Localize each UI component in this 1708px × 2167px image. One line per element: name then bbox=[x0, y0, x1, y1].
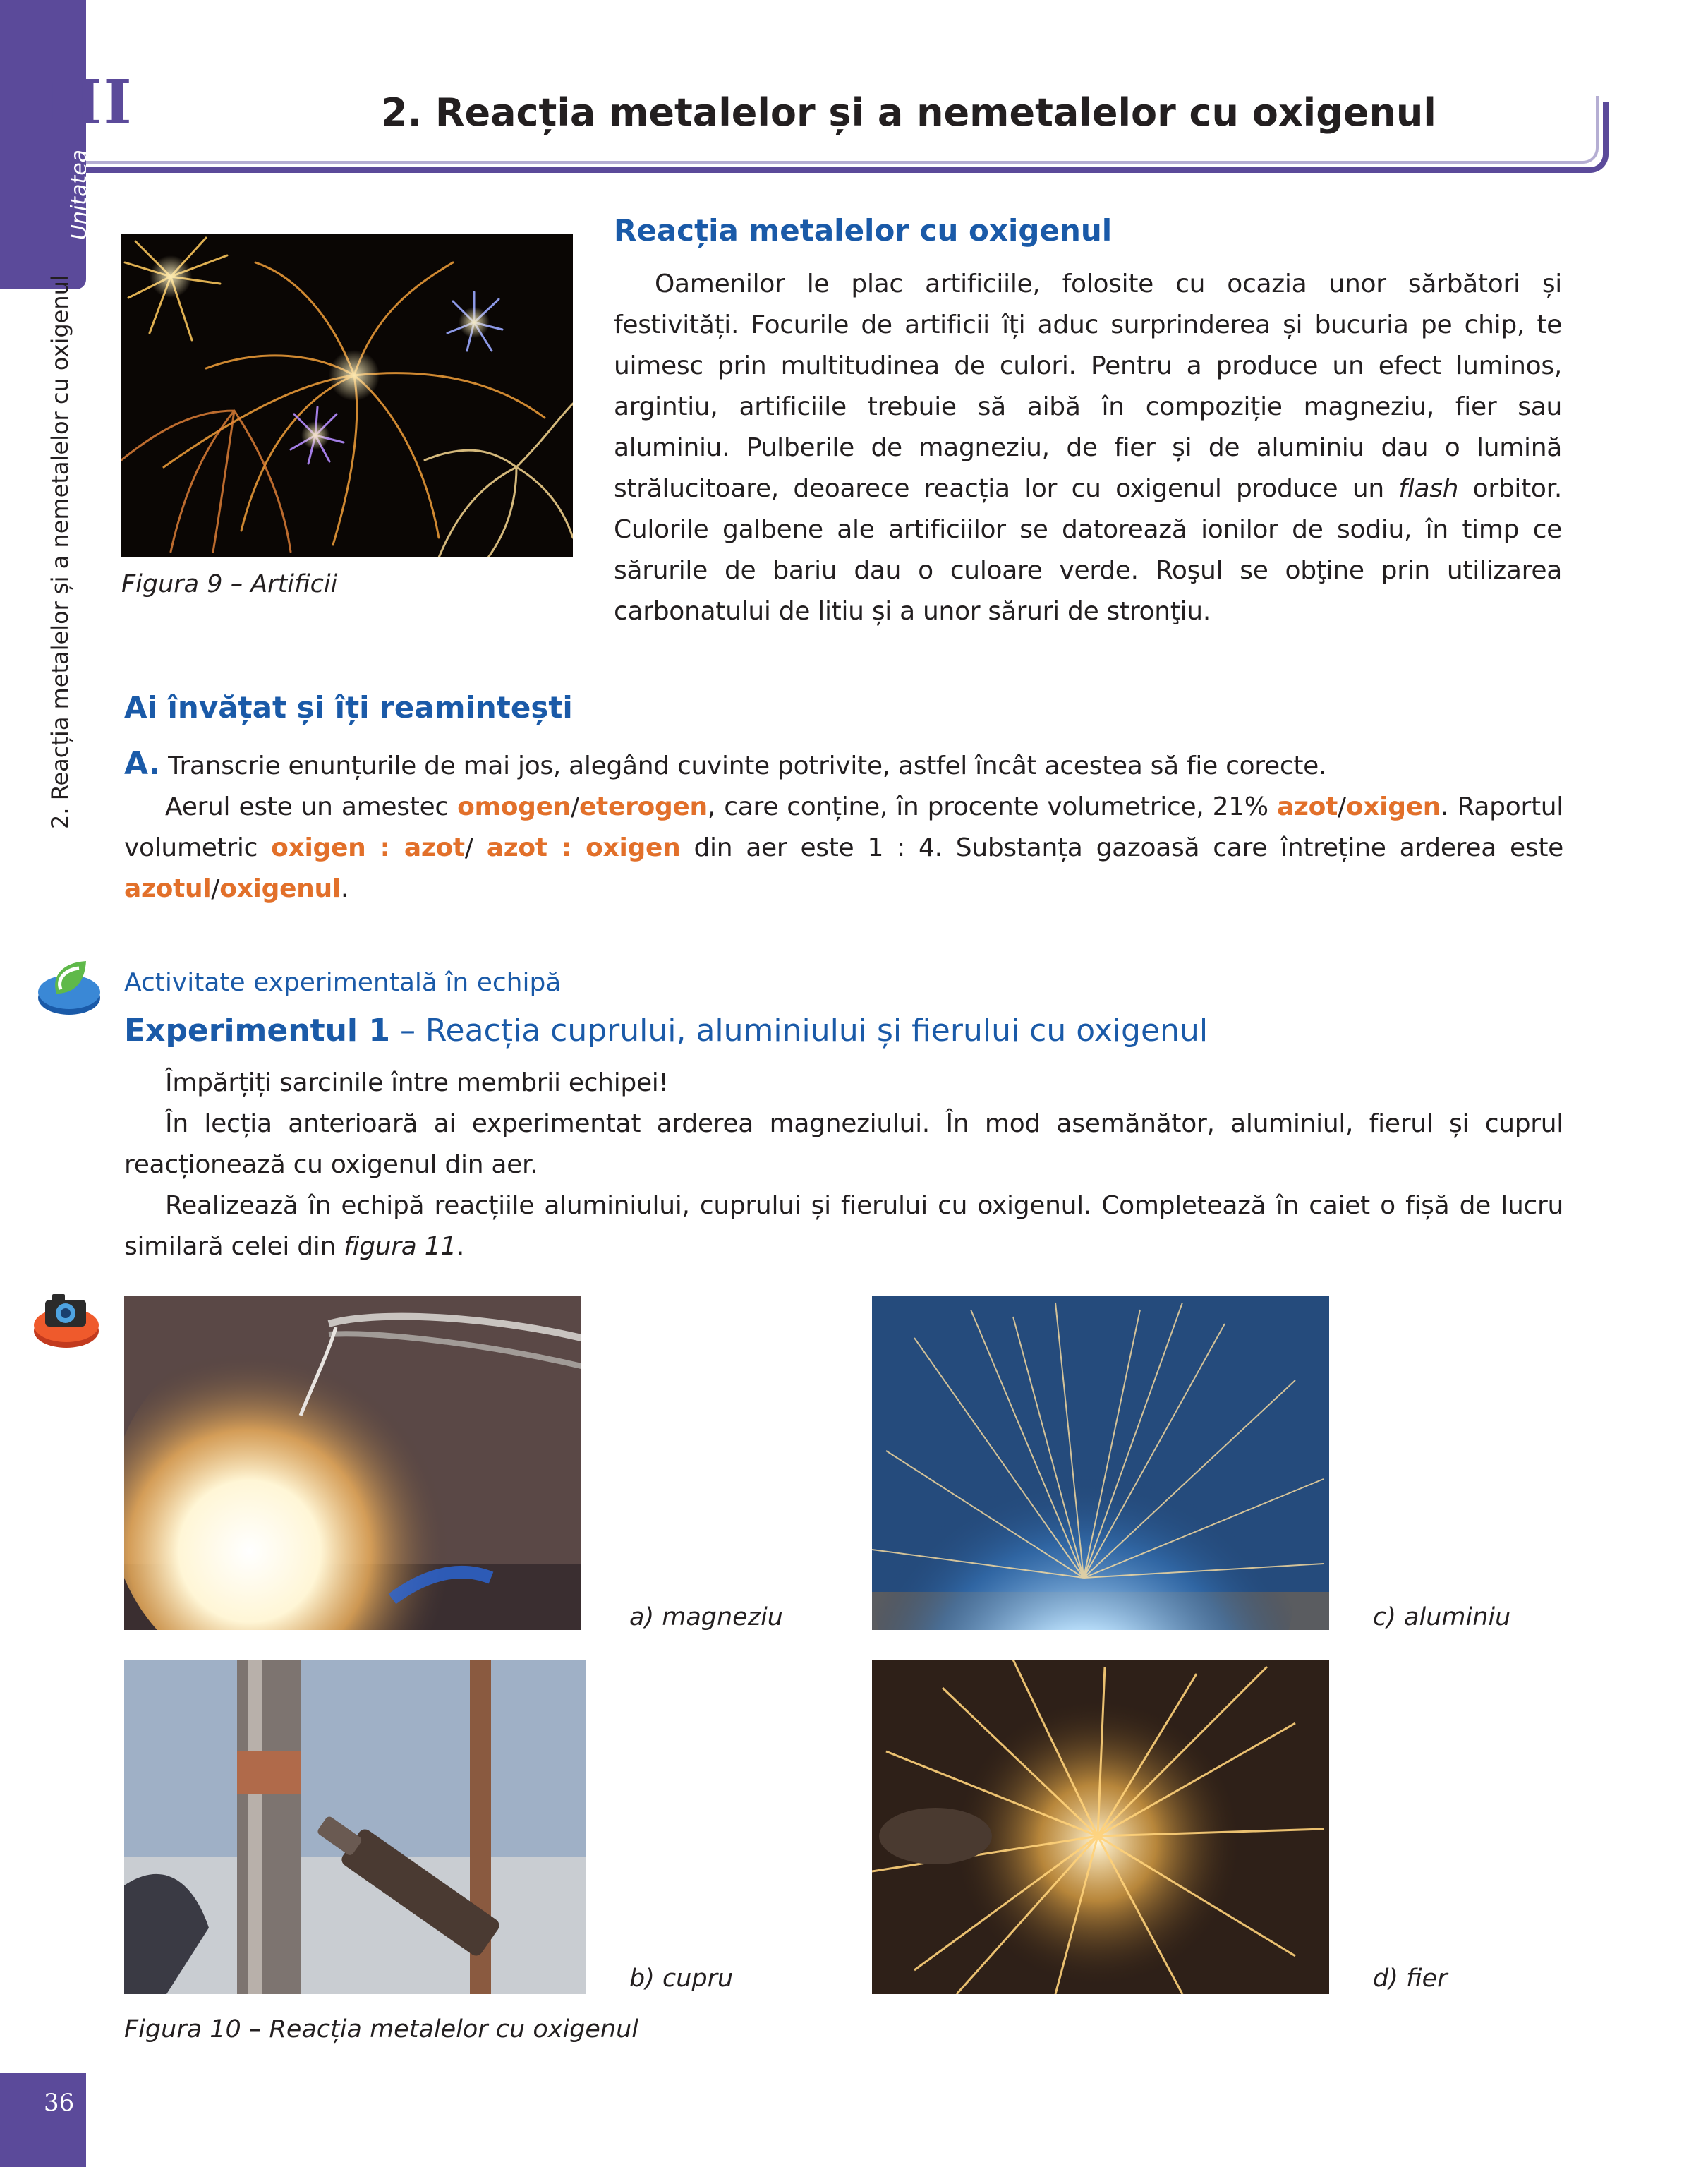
exercise-text: din aer este 1 : 4. Substanța gazoasă care întreține arderea este bbox=[680, 833, 1564, 862]
exercise-a bbox=[124, 744, 1563, 910]
exercise-instruction: Transcrie enunțurile de mai jos, alegând cuvinte potrivite, astfel încât acestea să fie corecte. bbox=[159, 751, 1327, 780]
option-azot: azot bbox=[1276, 792, 1338, 821]
option-oxigenul: oxigenul bbox=[219, 874, 341, 903]
unit-side-tab bbox=[0, 0, 86, 289]
experiment-number: Experimentul 1 bbox=[124, 1013, 390, 1049]
activity-label: Activitate experimentală în echipă bbox=[124, 968, 562, 997]
experiment-title bbox=[124, 1013, 1208, 1049]
side-lesson-title: 2. Reacția metalelor și a nemetalelor cu oxigenul bbox=[47, 274, 73, 829]
separator: / bbox=[571, 792, 579, 821]
page-title: 2. Reacția metalelor și a nemetalelor cu oxigenul bbox=[381, 90, 1436, 135]
separator: / bbox=[464, 833, 487, 862]
section-heading-metal-oxygen: Reacția metalelor cu oxigenul bbox=[614, 213, 1113, 248]
section-heading-recall: Ai învățat și îți reamintești bbox=[124, 690, 573, 725]
caption-magnesium: a) magneziu bbox=[629, 1603, 783, 1631]
iron-photo bbox=[872, 1660, 1329, 1994]
fireworks-paragraph bbox=[614, 264, 1562, 632]
page-number: 36 bbox=[44, 2089, 75, 2117]
fireworks-photo bbox=[121, 234, 573, 557]
magnesium-photo bbox=[124, 1296, 581, 1630]
exercise-letter: A. bbox=[124, 746, 160, 782]
experiment-p2: În lecția anterioară ai experimentat arderea magneziului. În mod asemănător, aluminiul, fierul și cuprul reacționează cu oxigenul din aer. bbox=[124, 1109, 1563, 1179]
caption-copper: b) cupru bbox=[629, 1964, 734, 1993]
camera-icon bbox=[31, 1286, 102, 1351]
exercise-text: . bbox=[340, 874, 349, 903]
exercise-text: . Raportul volumetric bbox=[124, 792, 1563, 862]
separator: / bbox=[1337, 792, 1346, 821]
unit-number: III bbox=[44, 67, 133, 138]
option-azot-oxigen: azot : oxigen bbox=[486, 833, 681, 862]
option-oxigen: oxigen bbox=[1345, 792, 1441, 821]
separator: / bbox=[211, 874, 220, 903]
exercise-text: Aerul este un amestec bbox=[165, 792, 458, 821]
figure-10-caption: Figura 10 – Reacția metalelor cu oxigenul bbox=[124, 2015, 639, 2044]
fireworks-text-2: orbitor. Culorile galbene ale artificiilor se datorează ionilor de sodiu, în timp ce sărurile de bariu dau o culoare verde. Roşul se obţine prin utilizarea carbonatului de litiu și a unor săruri de stronţiu. bbox=[614, 474, 1562, 626]
experiment-p3: Realizează în echipă reacțiile aluminiului, cuprului și fierului cu oxigenul. Completează în caiet o fișă de lucru similară celei din bbox=[124, 1191, 1563, 1261]
option-oxigen-azot: oxigen : azot bbox=[271, 833, 465, 862]
experiment-p3-end: . bbox=[456, 1232, 465, 1261]
unit-label: Unitatea bbox=[67, 149, 92, 240]
experiment-instructions bbox=[124, 1063, 1563, 1267]
figure-11-ref: figura 11 bbox=[344, 1232, 456, 1261]
copper-photo bbox=[124, 1660, 586, 1994]
experiment-name: – Reacția cuprului, aluminiului și fierului cu oxigenul bbox=[389, 1013, 1209, 1049]
exercise-text: , care conține, în procente volumetrice, 21% bbox=[707, 792, 1277, 821]
activity-leaf-icon bbox=[35, 954, 103, 1019]
page-number-tab bbox=[0, 2073, 86, 2167]
experiment-p1: Împărțiți sarcinile între membrii echipei! bbox=[165, 1068, 669, 1097]
option-omogen: omogen bbox=[457, 792, 571, 821]
aluminum-photo bbox=[872, 1296, 1329, 1630]
caption-aluminum: c) aluminiu bbox=[1373, 1603, 1511, 1631]
flash-word: flash bbox=[1398, 474, 1459, 503]
caption-iron: d) fier bbox=[1373, 1964, 1448, 1993]
option-eterogen: eterogen bbox=[579, 792, 708, 821]
figure-9-caption: Figura 9 – Artificii bbox=[121, 570, 338, 598]
fireworks-text-1: Oamenilor le plac artificiile, folosite cu ocazia unor sărbători și festivități. Focurile de artificii îți aduc surprinderea și bucuria pe chip, te uimesc prin multitudinea de culori. Pentru a produce un efect luminos, argintiu, artificiile trebuie să aibă în compoziție magneziu, fier sau aluminiu. Pulberile de magneziu, de fier și de aluminiu dau o lumină strălucitoare, deoarece reacția lor cu oxigenul produce un bbox=[614, 270, 1562, 503]
option-azotul: azotul bbox=[124, 874, 212, 903]
